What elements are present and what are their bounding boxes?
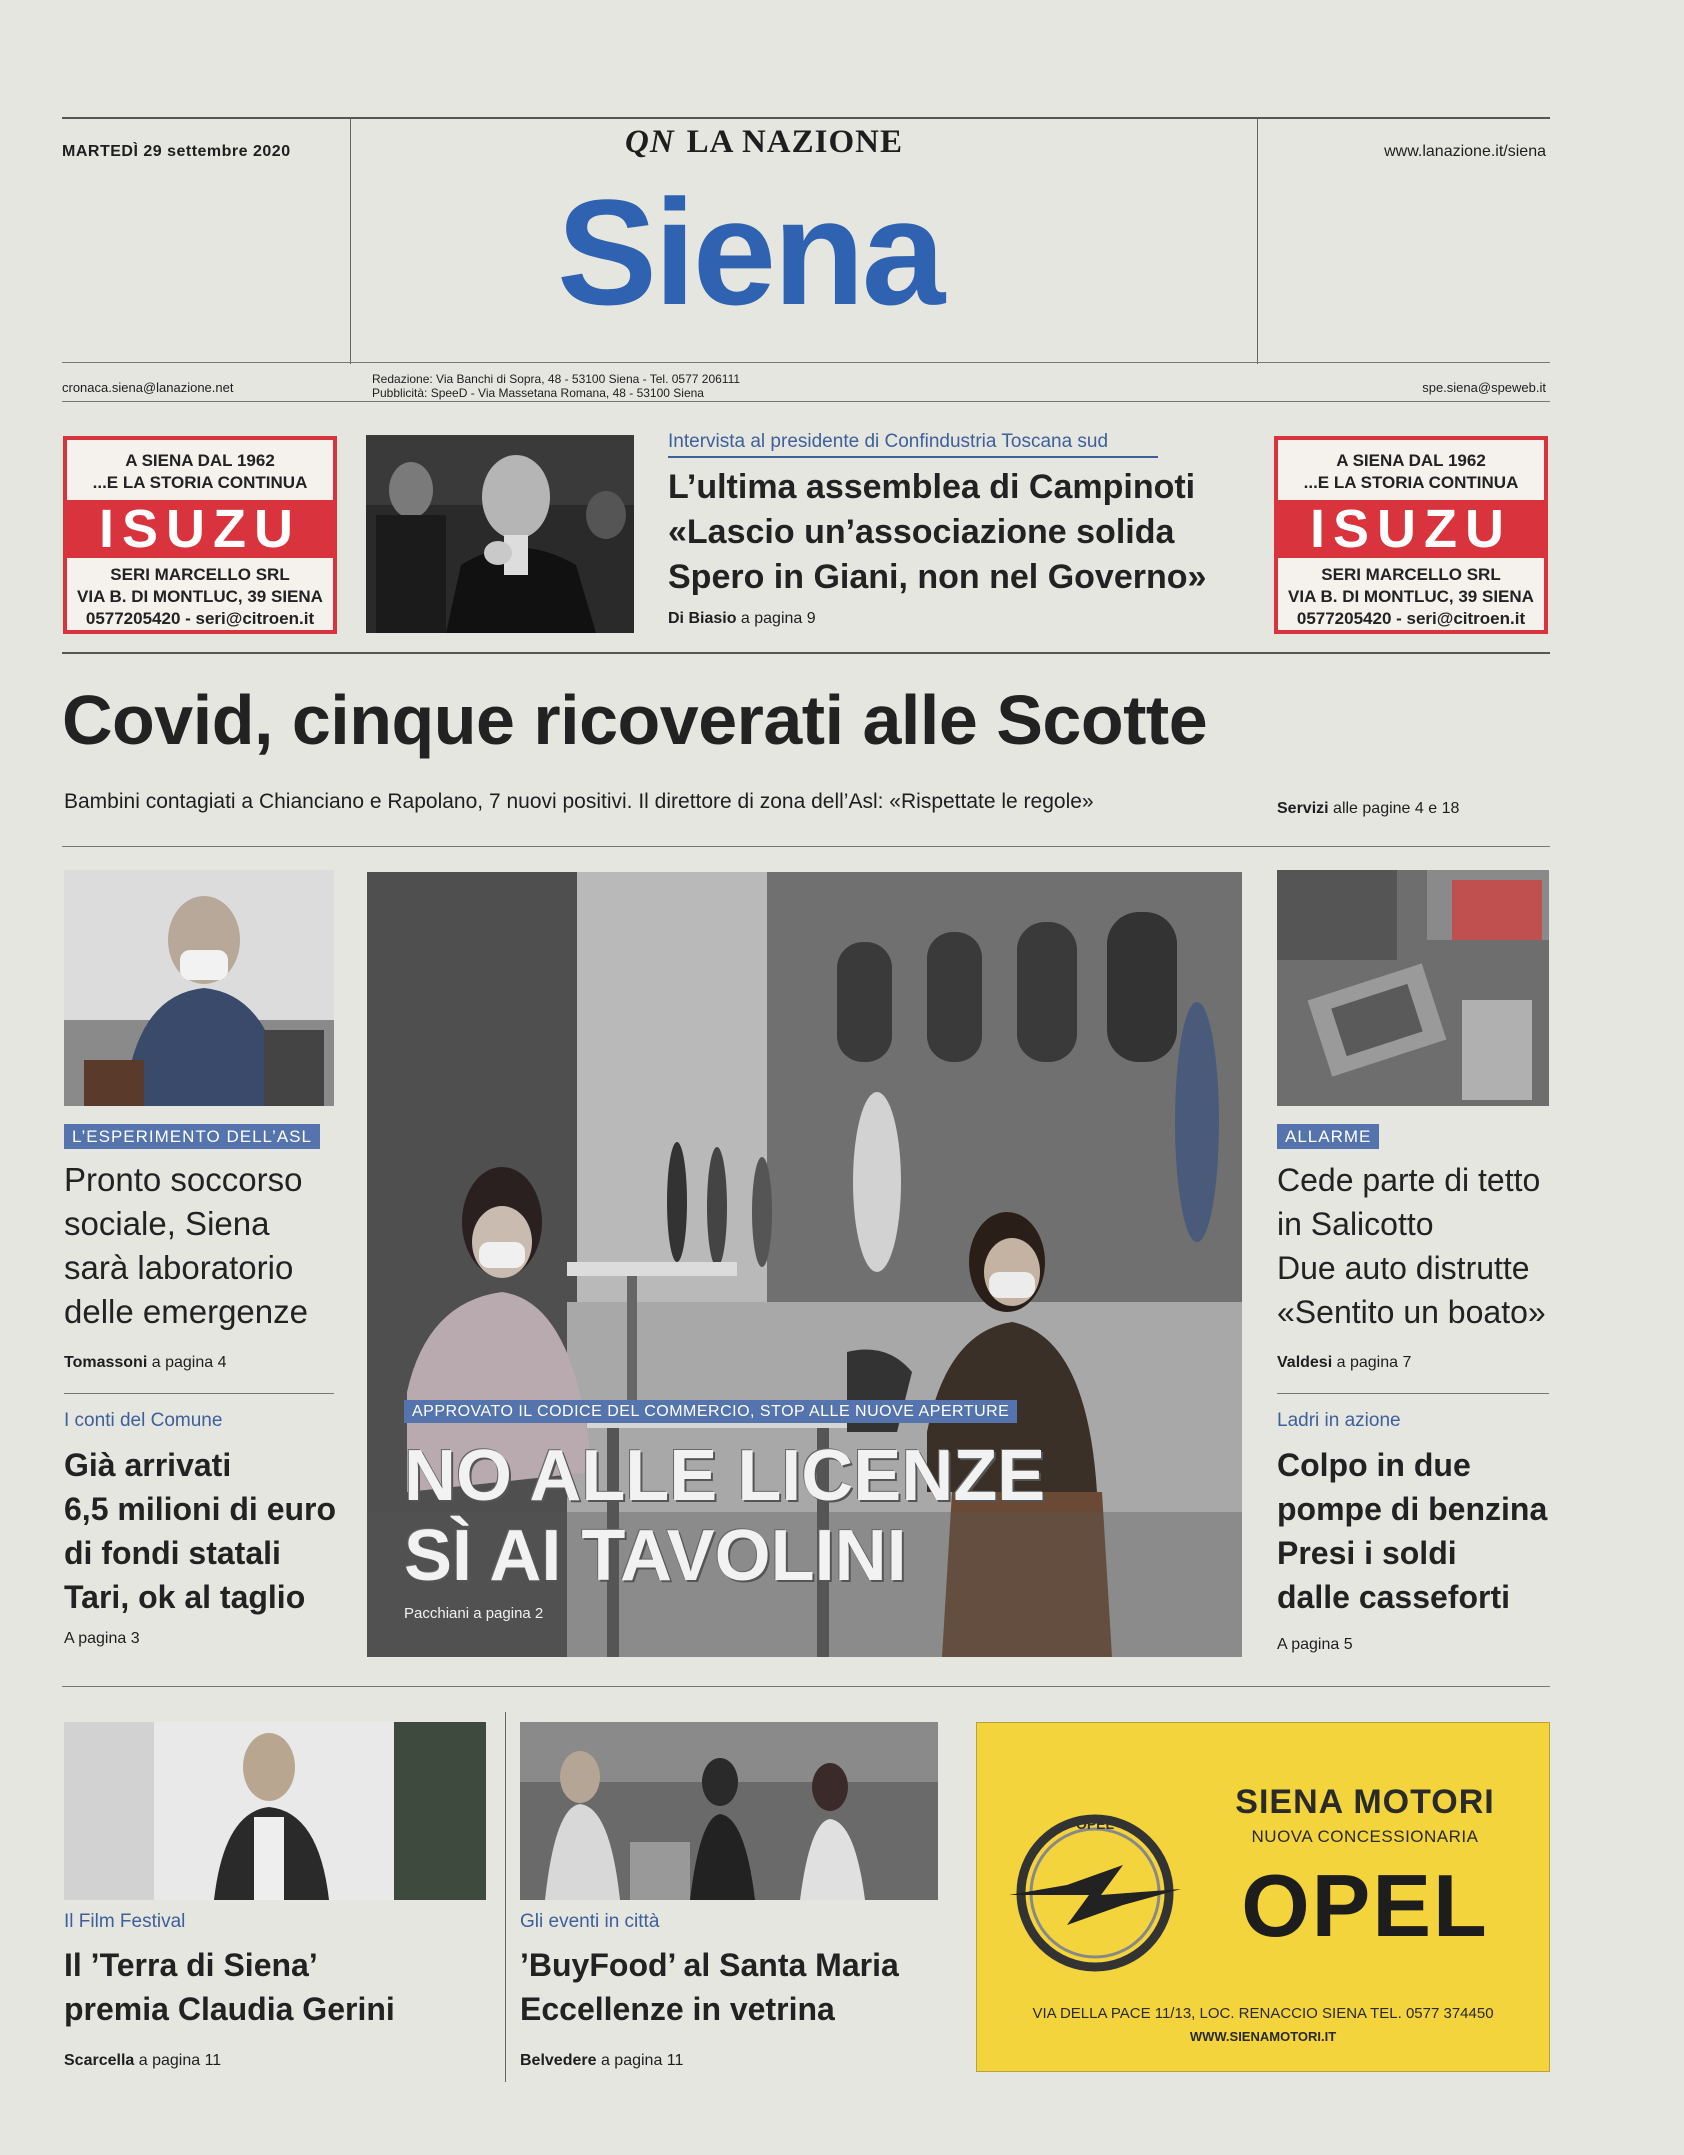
isuzu-logo: ISUZU — [67, 500, 333, 558]
right-col-divider — [1277, 1393, 1549, 1394]
email-pubblicita[interactable]: spe.siena@speweb.it — [1422, 380, 1546, 395]
left2-byline: A pagina 3 — [64, 1630, 140, 1647]
bottom1-headline[interactable] — [64, 1943, 395, 2031]
left2-line3: di fondi statali — [64, 1535, 281, 1571]
bottom2-kicker: Gli eventi in città — [520, 1911, 660, 1932]
left1-byline — [64, 1354, 226, 1372]
center-line2: SÌ AI TAVOLINI — [404, 1516, 907, 1596]
newspaper-brand — [625, 124, 903, 161]
top-story-byline — [668, 610, 816, 628]
right2-line1: Colpo in due — [1277, 1447, 1471, 1483]
lead-ref — [1277, 800, 1459, 818]
header-divider-left — [350, 119, 351, 364]
ad-address: VIA B. DI MONTLUC, 39 SIENA — [1288, 587, 1534, 606]
left1-line4: delle emergenze — [64, 1293, 308, 1330]
lead-bottom-rule — [62, 846, 1550, 847]
bottom1-kicker: Il Film Festival — [64, 1911, 186, 1932]
bottom1-line2: premia Claudia Gerini — [64, 1991, 395, 2027]
right2-line3: Presi i soldi — [1277, 1535, 1457, 1571]
top-story-headline[interactable] — [668, 465, 1206, 600]
left2-line4: Tari, ok al taglio — [64, 1579, 306, 1615]
ad-dealer: SERI MARCELLO SRL — [110, 565, 290, 584]
email-redazione[interactable]: cronaca.siena@lanazione.net — [62, 380, 234, 395]
right1-headline[interactable] — [1277, 1158, 1546, 1334]
byline-author: Tomassoni — [64, 1354, 148, 1371]
left2-headline[interactable] — [64, 1443, 336, 1619]
byline-author: Di Biasio — [668, 610, 737, 627]
center-headline[interactable] — [404, 1436, 1045, 1596]
left1-headline[interactable] — [64, 1158, 308, 1334]
photo-asl-director — [64, 870, 334, 1106]
newspaper-name: LA NAZIONE — [686, 124, 903, 160]
byline-author: Valdesi — [1277, 1354, 1333, 1371]
photo-claudia-gerini — [64, 1722, 486, 1900]
photo-campinoti-image — [366, 435, 634, 633]
top-story-kicker: Intervista al presidente di Confindustria Toscana sud — [668, 431, 1109, 452]
ad-line1: A SIENA DAL 1962 — [1336, 451, 1486, 470]
center-line1: NO ALLE LICENZE — [404, 1436, 1046, 1516]
website-link[interactable]: www.lanazione.it/siena — [1384, 143, 1546, 160]
right1-line2: in Salicotto — [1277, 1206, 1434, 1242]
right1-line4: «Sentito un boato» — [1277, 1294, 1546, 1330]
isuzu-ad-left[interactable] — [63, 436, 337, 634]
ad-contact: 0577205420 - seri@citroen.it — [85, 609, 315, 628]
top-story-line1: L’ultima assemblea di Campinoti — [668, 468, 1196, 506]
ref-label: Servizi — [1277, 800, 1329, 817]
ad-contact: 0577205420 - seri@citroen.it — [1296, 609, 1526, 628]
byline-page: a pagina 11 — [134, 2052, 222, 2069]
right2-line2: pompe di benzina — [1277, 1491, 1548, 1527]
ad-line2: ...E LA STORIA CONTINUA — [1303, 473, 1519, 492]
isuzu-ad-right[interactable] — [1274, 436, 1548, 634]
left1-line2: sociale, Siena — [64, 1205, 270, 1242]
center-byline: Pacchiani a pagina 2 — [404, 1605, 544, 1622]
byline-page: a pagina 9 — [736, 610, 816, 627]
redazione-info — [372, 372, 740, 400]
ad-dealer: SERI MARCELLO SRL — [1321, 565, 1501, 584]
bottom2-headline[interactable] — [520, 1943, 899, 2031]
byline-page: a pagina 4 — [147, 1354, 227, 1371]
byline-page: a pagina 11 — [596, 2052, 684, 2069]
ref-pages: alle pagine 4 e 18 — [1328, 800, 1460, 817]
qn-logo: QN — [625, 124, 675, 160]
opel-logo-icon — [1005, 1803, 1185, 1983]
edition-title: Siena — [557, 168, 943, 336]
byline-page: a pagina 7 — [1332, 1354, 1412, 1371]
bottom-divider-1 — [505, 1712, 506, 2082]
bottom2-line2: Eccellenze in vetrina — [520, 1991, 835, 2027]
lead-headline[interactable]: Covid, cinque ricoverati alle Scotte — [62, 681, 1208, 759]
ad-line2: ...E LA STORIA CONTINUA — [92, 473, 308, 492]
bottom2-byline — [520, 2052, 683, 2070]
photo-roof-image — [1277, 870, 1549, 1106]
left1-kicker: L’ESPERIMENTO DELL’ASL — [64, 1124, 320, 1149]
opel-logo-text: OPEL — [1075, 1816, 1115, 1832]
left2-line2: 6,5 milioni di euro — [64, 1491, 337, 1527]
right2-headline[interactable] — [1277, 1443, 1547, 1619]
bottom2-line1: ’BuyFood’ al Santa Maria — [520, 1947, 899, 1983]
left2-kicker: I conti del Comune — [64, 1410, 223, 1431]
opel-ad[interactable] — [976, 1722, 1550, 2072]
left1-line3: sarà laboratorio — [64, 1249, 294, 1286]
issue-date: MARTEDÌ 29 settembre 2020 — [62, 143, 291, 160]
left-col-divider — [64, 1393, 334, 1394]
photo-asl-image — [64, 870, 334, 1106]
photo-campinoti — [366, 435, 634, 633]
opel-ad-subtitle: NUOVA CONCESSIONARIA — [1251, 1827, 1479, 1846]
opel-ad-title: SIENA MOTORI — [1235, 1783, 1495, 1821]
left1-line1: Pronto soccorso — [64, 1161, 303, 1198]
right1-kicker: ALLARME — [1277, 1124, 1379, 1149]
redazione-address: Redazione: Via Banchi di Sopra, 48 - 53100 Siena - Tel. 0577 206111 — [372, 372, 741, 386]
right2-byline: A pagina 5 — [1277, 1636, 1353, 1653]
bottom-section-rule — [62, 1686, 1550, 1687]
opel-ad-address: VIA DELLA PACE 11/13, LOC. RENACCIO SIENA TEL. 0577 374450 — [1032, 2005, 1494, 2022]
right1-line1: Cede parte di tetto — [1277, 1162, 1541, 1198]
header-bottom-rule — [62, 401, 1550, 402]
top-story-line3: Spero in Giani, non nel Governo» — [668, 558, 1207, 596]
byline-author: Belvedere — [520, 2052, 597, 2069]
photo-buyfood — [520, 1722, 938, 1900]
header-top-rule — [62, 117, 1550, 119]
lead-subhead: Bambini contagiati a Chianciano e Rapolano, 7 nuovi positivi. Il direttore di zona dell’Asl: «Rispettate le regole» — [64, 790, 1094, 813]
top-story-line2: «Lascio un’associazione solida — [668, 513, 1175, 551]
lead-top-rule — [62, 652, 1550, 654]
right2-kicker: Ladri in azione — [1277, 1410, 1401, 1431]
bottom1-line1: Il ’Terra di Siena’ — [64, 1947, 318, 1983]
ad-line1: A SIENA DAL 1962 — [125, 451, 275, 470]
header-divider-right — [1257, 119, 1258, 364]
ad-address: VIA B. DI MONTLUC, 39 SIENA — [77, 587, 323, 606]
byline-author: Scarcella — [64, 2052, 135, 2069]
header-mid-rule — [62, 362, 1550, 363]
photo-buyfood-image — [520, 1722, 938, 1900]
bottom1-byline — [64, 2052, 221, 2070]
right2-line4: dalle casseforti — [1277, 1579, 1510, 1615]
center-kicker: APPROVATO IL CODICE DEL COMMERCIO, STOP ALLE NUOVE APERTURE — [404, 1400, 1017, 1423]
isuzu-logo: ISUZU — [1278, 500, 1544, 558]
pubblicita-address: Pubblicità: SpeeD - Via Massetana Romana, 48 - 53100 Siena — [372, 386, 704, 400]
left2-line1: Già arrivati — [64, 1447, 232, 1483]
right1-byline — [1277, 1354, 1411, 1372]
photo-gerini-image — [64, 1722, 486, 1900]
top-story-kicker-rule — [668, 456, 1158, 458]
opel-ad-brand: OPEL — [1241, 1856, 1489, 1955]
right1-line3: Due auto distrutte — [1277, 1250, 1530, 1286]
photo-collapsed-roof — [1277, 870, 1549, 1106]
opel-ad-website[interactable]: WWW.SIENAMOTORI.IT — [1189, 2029, 1337, 2044]
